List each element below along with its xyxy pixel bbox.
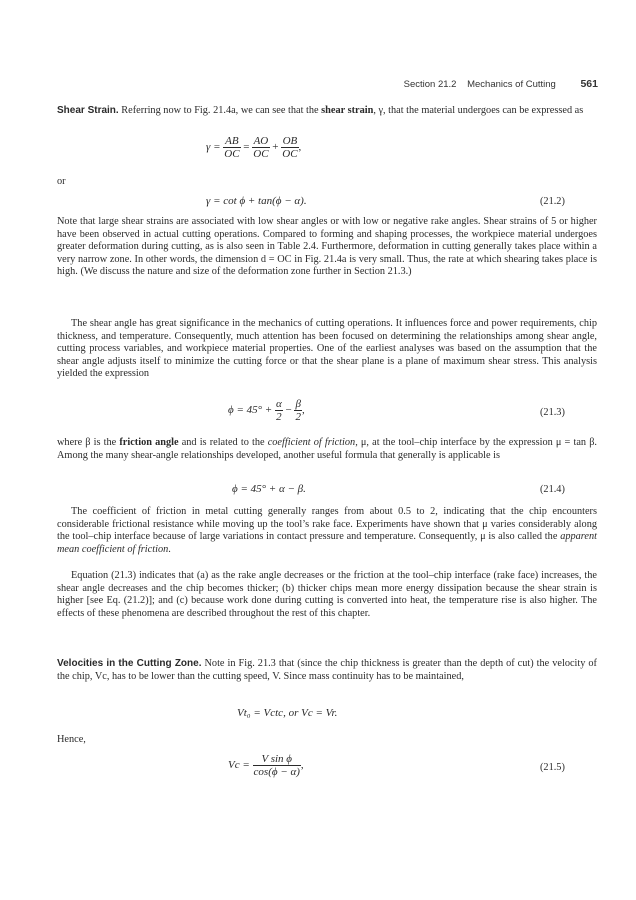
coefficient-of-friction-term: coefficient of friction [267,437,356,448]
eq1-frac3 [281,135,298,160]
paragraph-equation-implications: Equation (21.3) indicates that (a) as the rake angle decreases or the friction at the tool–chip interface (rake face) increases, the shear angle decreases and the chip becomes thicker; (b) thicker chips mean more energy dissipation because the shear strain is higher [see Eq. (21.2)]; and (c) because work done during cutting is converted into heat, the temperature rise is also higher. The effects of these phenomena are described throughout the rest of this chapter. [57,570,597,619]
equation-21-3 [228,398,305,423]
eq1-frac2-num: AO [253,135,269,147]
eq1-frac2-den: OC [253,148,269,160]
equation-21-4: ϕ = 45° + α − β. [232,483,306,495]
eq1-frac3-num: OB [282,135,298,147]
velocities-paragraph [57,658,597,683]
paragraph-friction-angle [57,437,597,462]
eq5-den: cos(ϕ − α) [253,766,300,778]
equation-21-3-number: (21.3) [540,407,565,418]
eq3-frac1 [275,398,283,423]
shear-strain-text-1: Referring now to Fig. 21.4a, we can see that the [118,105,322,116]
equation-21-4-number: (21.4) [540,484,565,495]
eq3-frac1-num: α [275,398,282,410]
para5-a: The coefficient of friction in metal cutting generally ranges from about 0.5 to 2, indicating that the chip encounters considerable frictional resistance while moving up the tool’s rake face. Experiments have shown that μ varies considerably along the tool–chip interface because of large variations in contact pressure and temperature. Consequently, μ is also called the [57,506,597,543]
eq5-lhs: Vc = [228,759,250,772]
page-number: 561 [580,78,598,90]
para4-c: , μ, at the tool–chip interface by the expression μ = tan β. Among the many shear-angle relationships developed, another useful formula that generally is applicable is [57,437,598,461]
eq3-tail: , [301,404,305,417]
friction-angle-term: friction angle [119,437,179,448]
eq5-num: V sin ϕ [261,753,292,765]
eq1-frac1-num: AB [225,135,239,147]
apparent-mean-coefficient-term: apparent mean coefficient of friction [57,531,597,555]
equation-mass-continuity: Vt₀ = Vctc, or Vc = Vr. [237,707,338,719]
eq3-frac2-den: 2 [295,411,301,423]
velocities-text: Note in Fig. 21.3 that (since the chip thickness is greater than the depth of cut) the velocity of the chip, Vc, has to be lower than the cutting speed, V. Since mass continuity has to be maintained, [57,658,597,682]
eq1-frac2 [252,135,269,160]
eq3-frac2 [294,398,302,423]
running-head-title: Mechanics of Cutting [467,79,556,90]
or-label: or [57,176,66,187]
equation-21-5-number: (21.5) [540,762,565,773]
hence-label: Hence, [57,734,86,745]
eq1-frac1 [223,135,240,160]
eq1-lhs: γ = [206,141,221,154]
paragraph-shear-angle: The shear angle has great significance in the mechanics of cutting operations. It influences force and power requirements, chip thickness, and temperature. Consequently, much attention has been focused on determining the relationships among shear angle, cutting process variables, and workpiece material properties. One of the earliest analyses was based on the assumption that the shear angle adjusts itself to minimize the cutting force or that the shear plane is a plane of maximum shear stress. This analysis yielded the expression [57,318,597,380]
shear-strain-text-2: , γ, that the material undergoes can be expressed as [373,105,584,116]
shear-strain-term: shear strain [321,105,374,116]
equation-21-2: γ = cot ϕ + tan(ϕ − α). [206,195,307,207]
eq1-tail: , [298,141,302,154]
eq5-tail: , [300,759,304,772]
para4-b: and is related to the [178,437,268,448]
equation-21-2-number: (21.2) [540,196,565,207]
eq3-mid: − [285,404,292,417]
eq5-frac [253,753,301,778]
para5-b: . [168,543,171,555]
eq3-frac1-den: 2 [276,411,282,423]
paragraph-shear-strain-notes: Note that large shear strains are associated with low shear angles or with low or negative rake angles. Shear strains of 5 or higher have been observed in actual cutting operations. Compared to forming and shaping processes, the workpiece material undergoes greater deformation during cutting, as is also seen in Table 2.4. Furthermore, deformation in cutting generally takes place within a very narrow zone. In other words, the dimension d = OC in Fig. 21.4a is very small. Thus, the rate at which shearing takes place is high. (We discuss the nature and size of the deformation zone further in Section 21.3.) [57,216,597,278]
eq1-frac1-den: OC [224,148,240,160]
eq1-frac3-den: OC [282,148,298,160]
paragraph-coefficient-friction [57,506,597,556]
velocities-heading: Velocities in the Cutting Zone. [57,658,202,669]
shear-strain-paragraph [57,105,597,118]
para4-a: where β is the [57,437,120,448]
eq3-frac2-num: β [295,398,301,410]
running-head [404,78,598,90]
equation-21-5 [228,753,304,778]
running-head-section: Section 21.2 [403,79,457,90]
shear-strain-heading: Shear Strain. [57,105,119,116]
eq3-lhs: ϕ = 45° + [228,404,273,417]
equation-shear-strain: γ = $\frac{AB}{OC}$ = $\frac{AO}{OC}$ + $\frac{OB}{OC}$ , [206,135,302,160]
